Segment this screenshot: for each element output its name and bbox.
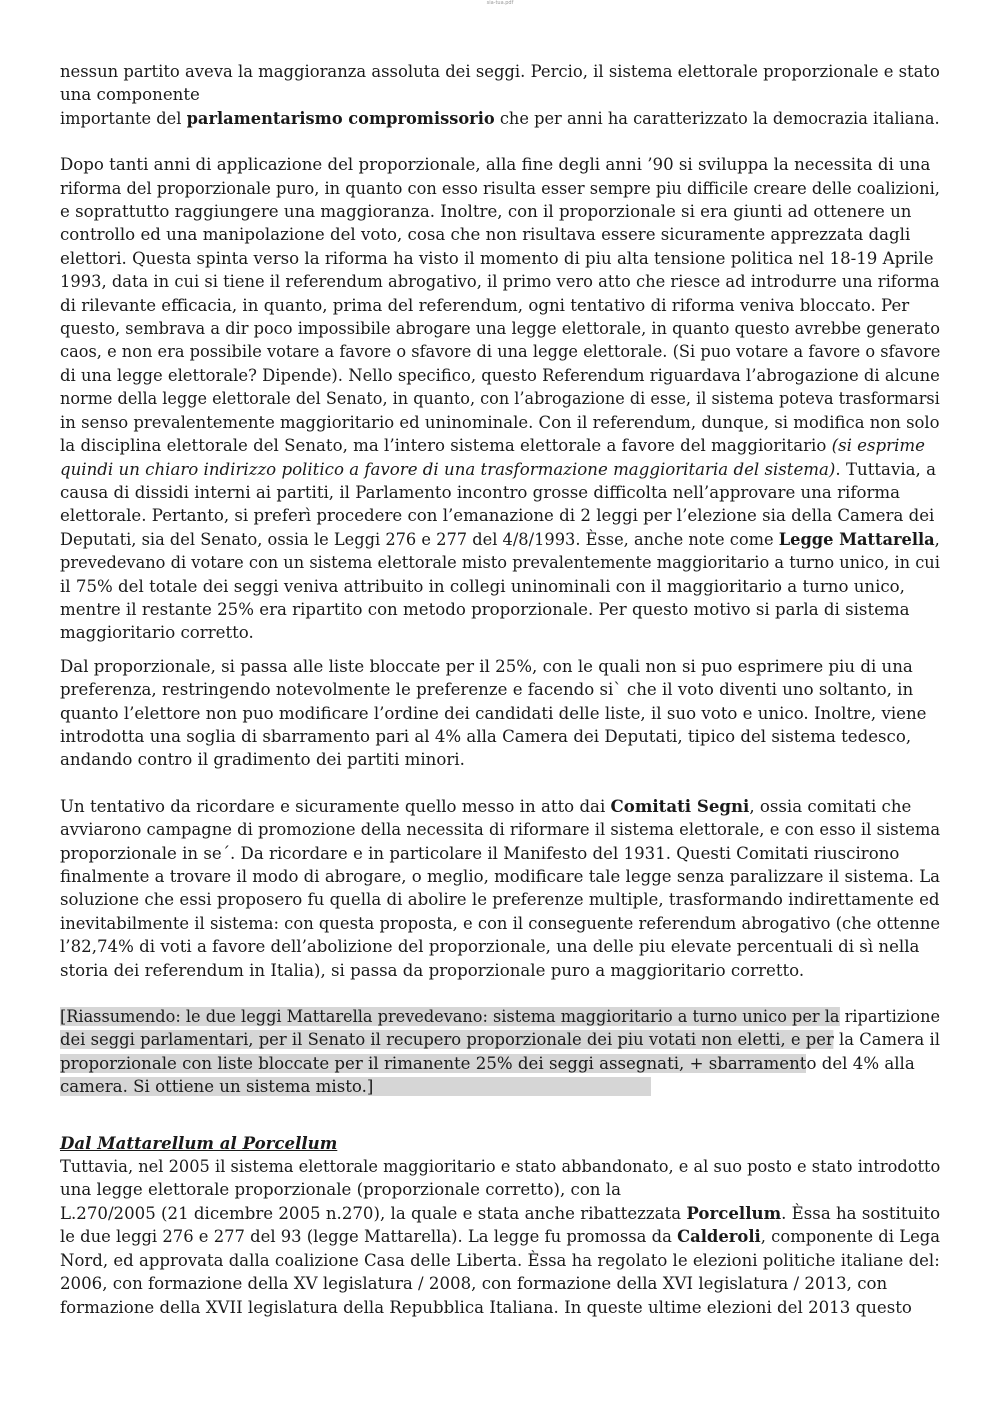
bold-term: parlamentarismo compromissorio bbox=[186, 107, 495, 128]
text-line: Dal proporzionale, si passa alle liste bloccate per il 25%, con le quali non si puo esprimere piu di una bbox=[60, 656, 913, 676]
text-line: Un tentativo da ricordare e sicuramente quello messo in atto dai Comitati Segni, ossia comitati che bbox=[60, 795, 912, 816]
text-line: riforma del proporzionale puro, in quanto con esso risulta esser sempre piu difficile creare delle coalizioni, bbox=[60, 178, 940, 198]
highlight-span: camera. Si ottiene un sistema misto.] bbox=[60, 1077, 651, 1096]
text-line: L.270/2005 (21 dicembre 2005 n.270), la quale e stata anche ribattezzata Porcellum. Èssa ha sostituito bbox=[60, 1202, 941, 1223]
italic-text: quindi un chiaro indirizzo politico a favore di una trasformazione maggioritaria del sistema) bbox=[60, 459, 836, 479]
text-line: quindi un chiaro indirizzo politico a favore di una trasformazione maggioritaria del sistema). Tuttavia, a bbox=[60, 459, 936, 479]
italic-text: (si esprime bbox=[831, 436, 925, 456]
document-body bbox=[60, 60, 940, 1319]
text-line: dei seggi parlamentari, per il Senato il recupero proporzionale dei piu votati non eletti, e per la Camera il bbox=[60, 1030, 940, 1050]
text-line: 1993, data in cui si tiene il referendum abrogativo, il primo vero atto che riesce ad introdurre una riforma bbox=[60, 272, 940, 292]
text-line: elettorale. Pertanto, si preferì procedere con l’emanazione di 2 leggi per l’elezione sia della Camera dei bbox=[60, 506, 935, 526]
text-line: storia dei referendum in Italia), si passa da proporzionale puro a maggioritario corretto. bbox=[60, 960, 805, 980]
text-line: maggioritario corretto. bbox=[60, 623, 254, 643]
highlight-span: dei seggi parlamentari, per il Senato il recupero proporzionale dei piu votati non eletti, e per bbox=[60, 1030, 834, 1050]
bold-term: Porcellum bbox=[686, 1202, 782, 1223]
text-line: mentre il restante 25% era ripartito con metodo proporzionale. Per questo motivo si parla di sistema bbox=[60, 599, 910, 619]
highlighted-summary bbox=[60, 1005, 940, 1099]
text-line: caos, e non era possibile votare a favore o sfavore di una legge elettorale. (Si puo votare a favore o sfavore bbox=[60, 342, 941, 362]
text-line: questo, sembrava a dir poco impossibile abrogare una legge elettorale, in quanto questo avrebbe generato bbox=[60, 319, 940, 339]
text-line: soluzione che essi proposero fu quella di abolire le preferenze multiple, trasformando indirettamente ed bbox=[60, 890, 940, 910]
text-line: causa di dissidi interni ai partiti, il Parlamento incontro grosse difficolta nell’approvare una riforma bbox=[60, 482, 901, 502]
bold-term: Calderoli bbox=[677, 1226, 761, 1247]
text-line: una componente bbox=[60, 85, 200, 105]
text-line: l’82,74% di voti a favore dell’abolizione del proporzionale, una delle piu elevate percentuali di sì nella bbox=[60, 937, 920, 957]
text-line: importante del parlamentarismo compromissorio che per anni ha caratterizzato la democrazia italiana. bbox=[60, 107, 940, 128]
text-line: finalmente a trovare il modo di abrogare, o meglio, modificare tale legge senza paralizzare il sistema. La bbox=[60, 867, 941, 886]
highlight-span: [Riassumendo: le due leggi Mattarella prevedevano: sistema maggioritario a turno unico per la bbox=[60, 1007, 840, 1027]
text-line: il 75% del totale dei seggi veniva attribuito in collegi uninominali con il maggioritario a turno unico, bbox=[60, 576, 905, 596]
text-line: di rilevante efficacia, in quanto, prima del referendum, ogni tentativo di riforma veniva bloccato. Per bbox=[60, 295, 910, 315]
paragraph-2 bbox=[60, 153, 940, 645]
text-line: e soprattutto raggiungere una maggioranza. Inoltre, con il proporzionale si era giunti ad ottenere un bbox=[60, 202, 912, 222]
text-line: Deputati, sia del Senato, ossia le Leggi 276 e 277 del 4/8/1993. Èsse, anche note come Legge Mattarella, bbox=[60, 528, 940, 549]
text-line: [Riassumendo: le due leggi Mattarella prevedevano: sistema maggioritario a turno unico per la ripartizione bbox=[60, 1007, 941, 1027]
text-line: quanto l’elettore non puo modificare l’ordine dei candidati delle liste, il suo voto e unico. Inoltre, viene bbox=[60, 703, 927, 723]
highlight-span: proporzionale con liste bloccate per il rimanente 25% dei seggi assegnati, + sbarrament bbox=[60, 1053, 807, 1073]
section-heading bbox=[60, 1132, 940, 1155]
text-line: nessun partito aveva la maggioranza assoluta dei seggi. Percio, il sistema elettorale proporzionale e stato bbox=[60, 62, 940, 81]
text-line bbox=[60, 1075, 940, 1098]
text-line: una legge elettorale proporzionale (proporzionale corretto), con la bbox=[60, 1180, 621, 1200]
text-line: proporzionale con liste bloccate per il rimanente 25% dei seggi assegnati, + sbarramento del 4% alla bbox=[60, 1053, 915, 1073]
text-line: elettori. Questa spinta verso la riforma ha visto il momento di piu alta tensione politica nel 18-19 Aprile bbox=[60, 248, 934, 268]
text-line: andando contro il gradimento dei partiti minori. bbox=[60, 750, 465, 770]
text-line: le due leggi 276 e 277 del 93 (legge Mattarella). La legge fu promossa da Calderoli, componente di Lega bbox=[60, 1226, 941, 1247]
paragraph-3 bbox=[60, 655, 940, 772]
paragraph-1 bbox=[60, 60, 940, 130]
paragraph-6 bbox=[60, 1155, 940, 1319]
section-title: Dal Mattarellum al Porcellum bbox=[60, 1132, 338, 1153]
text-line: introdotta una soglia di sbarramento pari al 4% alla Camera dei Deputati, tipico del sistema tedesco, bbox=[60, 726, 912, 746]
text-line: norme della legge elettorale del Senato, in quanto, con l’abrogazione di esse, il sistema poteva trasformarsi bbox=[60, 389, 940, 409]
bold-term: Comitati Segni bbox=[610, 795, 750, 816]
text-line: prevedevano di votare con un sistema elettorale misto prevalentemente maggioritario a turno unico, in cui bbox=[60, 553, 940, 573]
text-line: formazione della XVII legislatura della Repubblica Italiana. In queste ultime elezioni del 2013 questo bbox=[60, 1297, 912, 1317]
bold-term: Legge Mattarella bbox=[778, 528, 935, 549]
paragraph-4 bbox=[60, 795, 940, 982]
text-line: di una legge elettorale? Dipende). Nello specifico, questo Referendum riguardava l’abrogazione di alcune bbox=[60, 365, 940, 385]
text-line: avviarono campagne di promozione della necessita di riformare il sistema elettorale, e con esso il sistema bbox=[60, 820, 941, 840]
text-line: Nord, ed approvata dalla coalizione Casa delle Liberta. Èssa ha regolato le elezioni politiche italiane del: bbox=[60, 1250, 940, 1270]
text-line: in senso prevalentemente maggioritario ed uninominale. Con il referendum, dunque, si modifica non solo bbox=[60, 412, 940, 432]
header-mark: sia-tua.pdf bbox=[486, 0, 514, 6]
text-line: preferenza, restringendo notevolmente le preferenze e facendo si` che il voto diventi uno soltanto, in bbox=[60, 680, 914, 700]
text-line: 2006, con formazione della XV legislatura / 2008, con formazione della XVI legislatura / 2013, con bbox=[60, 1274, 888, 1294]
text-line: inevitabilmente il sistema: con questa proposta, e con il conseguente referendum abrogativo (che ottenne bbox=[60, 913, 941, 933]
text-line: proporzionale in se´. Da ricordare e in particolare il Manifesto del 1931. Questi Comitati riuscirono bbox=[60, 843, 900, 863]
text-line: controllo ed una manipolazione del voto, cosa che non risultava essere sicuramente apprezzata dagli bbox=[60, 225, 911, 245]
text-line: Dopo tanti anni di applicazione del proporzionale, alla fine degli anni ’90 si sviluppa la necessita di una bbox=[60, 155, 931, 175]
text-line: la disciplina elettorale del Senato, ma l’intero sistema elettorale a favore del maggioritario (si esprime bbox=[60, 436, 925, 456]
text-line: Tuttavia, nel 2005 il sistema elettorale maggioritario e stato abbandonato, e al suo posto e stato introdotto bbox=[60, 1157, 941, 1177]
